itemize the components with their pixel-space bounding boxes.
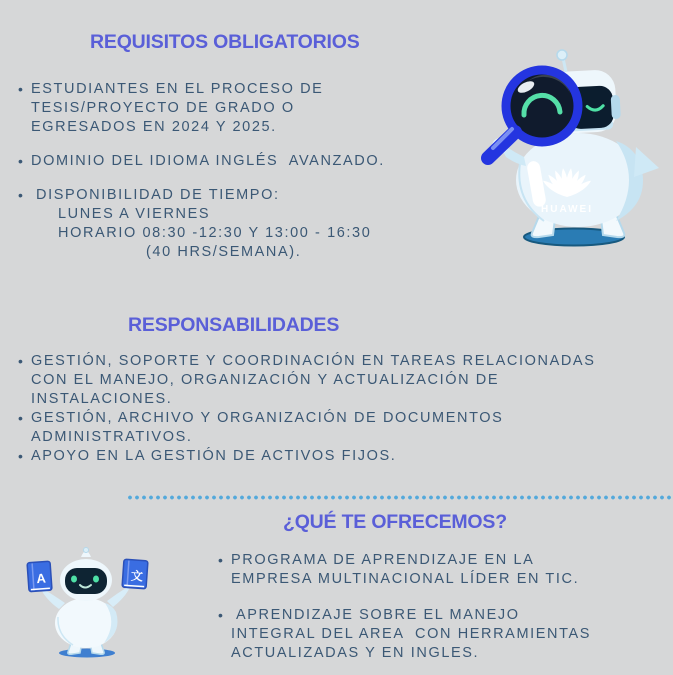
text-line: ADMINISTRATIVOS. — [31, 429, 193, 445]
list-item — [18, 352, 668, 409]
list-item-text — [31, 186, 488, 262]
list-item-text — [31, 447, 668, 466]
list-item — [18, 186, 488, 262]
list-item — [18, 152, 488, 171]
responsabilidades-list — [18, 352, 668, 466]
section-title-requisitos: REQUISITOS OBLIGATORIOS — [90, 31, 360, 53]
huawei-robot-mascot — [466, 45, 666, 250]
section-title-responsabilidades: RESPONSABILIDADES — [128, 314, 340, 336]
text-line: PROGRAMA DE APRENDIZAJE EN LA — [231, 552, 535, 568]
bullet-icon: • — [18, 187, 25, 203]
list-item-text — [31, 352, 668, 409]
text-line: HORARIO 08:30 -12:30 Y 13:00 - 16:30 — [58, 225, 372, 241]
text-line: ESTUDIANTES EN EL PROCESO DE — [31, 81, 324, 97]
text-line: ACTUALIZADAS Y EN INGLES. — [231, 645, 480, 661]
list-item — [18, 409, 668, 447]
book-letter-a — [27, 561, 52, 592]
list-item-text — [231, 606, 658, 663]
text-line: DISPONIBILIDAD DE TIEMPO: — [36, 187, 280, 203]
list-item-text — [231, 551, 658, 589]
text-line: LUNES A VIERNES — [58, 206, 211, 222]
text-line: (40 HRS/SEMANA). — [146, 244, 302, 260]
text-line: DOMINIO DEL IDIOMA INGLÉS AVANZADO. — [31, 153, 385, 169]
language-robot-mascot — [25, 543, 155, 663]
text-line: APOYO EN LA GESTIÓN DE ACTIVOS FIJOS. — [31, 448, 397, 464]
list-item — [218, 606, 658, 663]
robot-head — [60, 548, 112, 602]
text-line: GESTIÓN, ARCHIVO Y ORGANIZACIÓN DE DOCUMENTOS — [31, 410, 504, 426]
robot-body — [55, 598, 118, 648]
robot-antenna — [557, 50, 567, 72]
list-item-text — [31, 409, 668, 447]
huawei-brand-text: HUAWEI — [541, 204, 593, 215]
bullet-icon: • — [18, 448, 25, 464]
book-zh-label: 文 — [130, 568, 144, 584]
text-line: INSTALACIONES. — [31, 391, 173, 407]
bullet-icon: • — [18, 410, 25, 426]
dotted-divider — [128, 495, 673, 500]
text-line: EMPRESA MULTINACIONAL LÍDER EN TIC. — [231, 571, 580, 587]
text-line: INTEGRAL DEL AREA CON HERRAMIENTAS — [231, 626, 592, 642]
list-item — [218, 551, 658, 589]
text-line: APRENDIZAJE SOBRE EL MANEJO — [236, 607, 520, 623]
list-item-text — [31, 80, 488, 137]
bullet-icon: • — [218, 552, 225, 568]
text-line: EGRESADOS EN 2024 Y 2025. — [31, 119, 277, 135]
book-chinese-character — [122, 559, 148, 589]
section-title-ofrecemos: ¿QUÉ TE OFRECEMOS? — [283, 511, 507, 533]
bullet-icon: • — [18, 81, 25, 97]
book-a-label: A — [35, 570, 47, 587]
bullet-icon: • — [18, 153, 25, 169]
list-item — [18, 80, 488, 137]
bullet-icon: • — [218, 607, 225, 623]
ofrecemos-list — [218, 551, 658, 675]
list-item — [18, 447, 668, 466]
list-item-text — [31, 152, 488, 171]
text-line: GESTIÓN, SOPORTE Y COORDINACIÓN EN TAREAS RELACIONADAS — [31, 353, 596, 369]
text-line: TESIS/PROYECTO DE GRADO O — [31, 100, 295, 116]
bullet-icon: • — [18, 353, 25, 369]
requisitos-list — [18, 80, 488, 277]
text-line: CON EL MANEJO, ORGANIZACIÓN Y ACTUALIZACIÓN DE — [31, 372, 500, 388]
